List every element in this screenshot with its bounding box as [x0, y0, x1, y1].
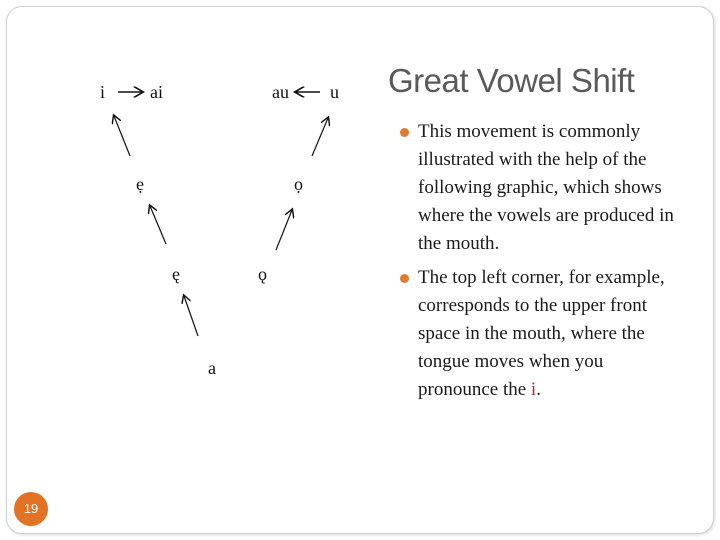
vowel-o-close: ọ — [294, 174, 303, 194]
vowel-i: i — [100, 82, 106, 102]
arrow-e-open-to-e-close — [150, 206, 166, 244]
vowel-u: u — [330, 82, 339, 102]
bullet-dot-icon — [400, 274, 409, 283]
vowel-au: au — [272, 82, 289, 102]
bullet-text: This movement is commonly illustrated with the help of the following graphic, which shows where the vowels are produced in the mouth. — [418, 121, 674, 254]
bullet-list — [398, 118, 688, 410]
arrow-o-close-to-u — [312, 118, 328, 156]
highlighted-vowel: i — [530, 379, 537, 400]
vowel-o-open: ǫ — [258, 264, 267, 284]
vowel-e-open: ę — [172, 264, 180, 284]
arrow-e-close-to-i — [114, 116, 130, 156]
bullet-text: The top left corner, for example, corresponds to the upper front space in the mouth, where the tongue moves when you pronounce the — [418, 267, 665, 400]
page-number-badge: 19 — [14, 492, 48, 526]
arrow-a-to-e-open — [184, 296, 198, 336]
vowel-a: a — [208, 358, 216, 378]
vowel-ai: ai — [150, 82, 163, 102]
bullet-item — [398, 118, 688, 258]
bullet-dot-icon — [400, 128, 409, 137]
bullet-item — [398, 264, 688, 404]
bullet-text-end: . — [536, 379, 541, 400]
vowel-e-close: ẹ — [136, 174, 144, 194]
arrow-o-open-to-o-close — [276, 210, 292, 250]
vowel-shift-diagram — [80, 60, 380, 400]
slide-title: Great Vowel Shift — [388, 62, 635, 99]
